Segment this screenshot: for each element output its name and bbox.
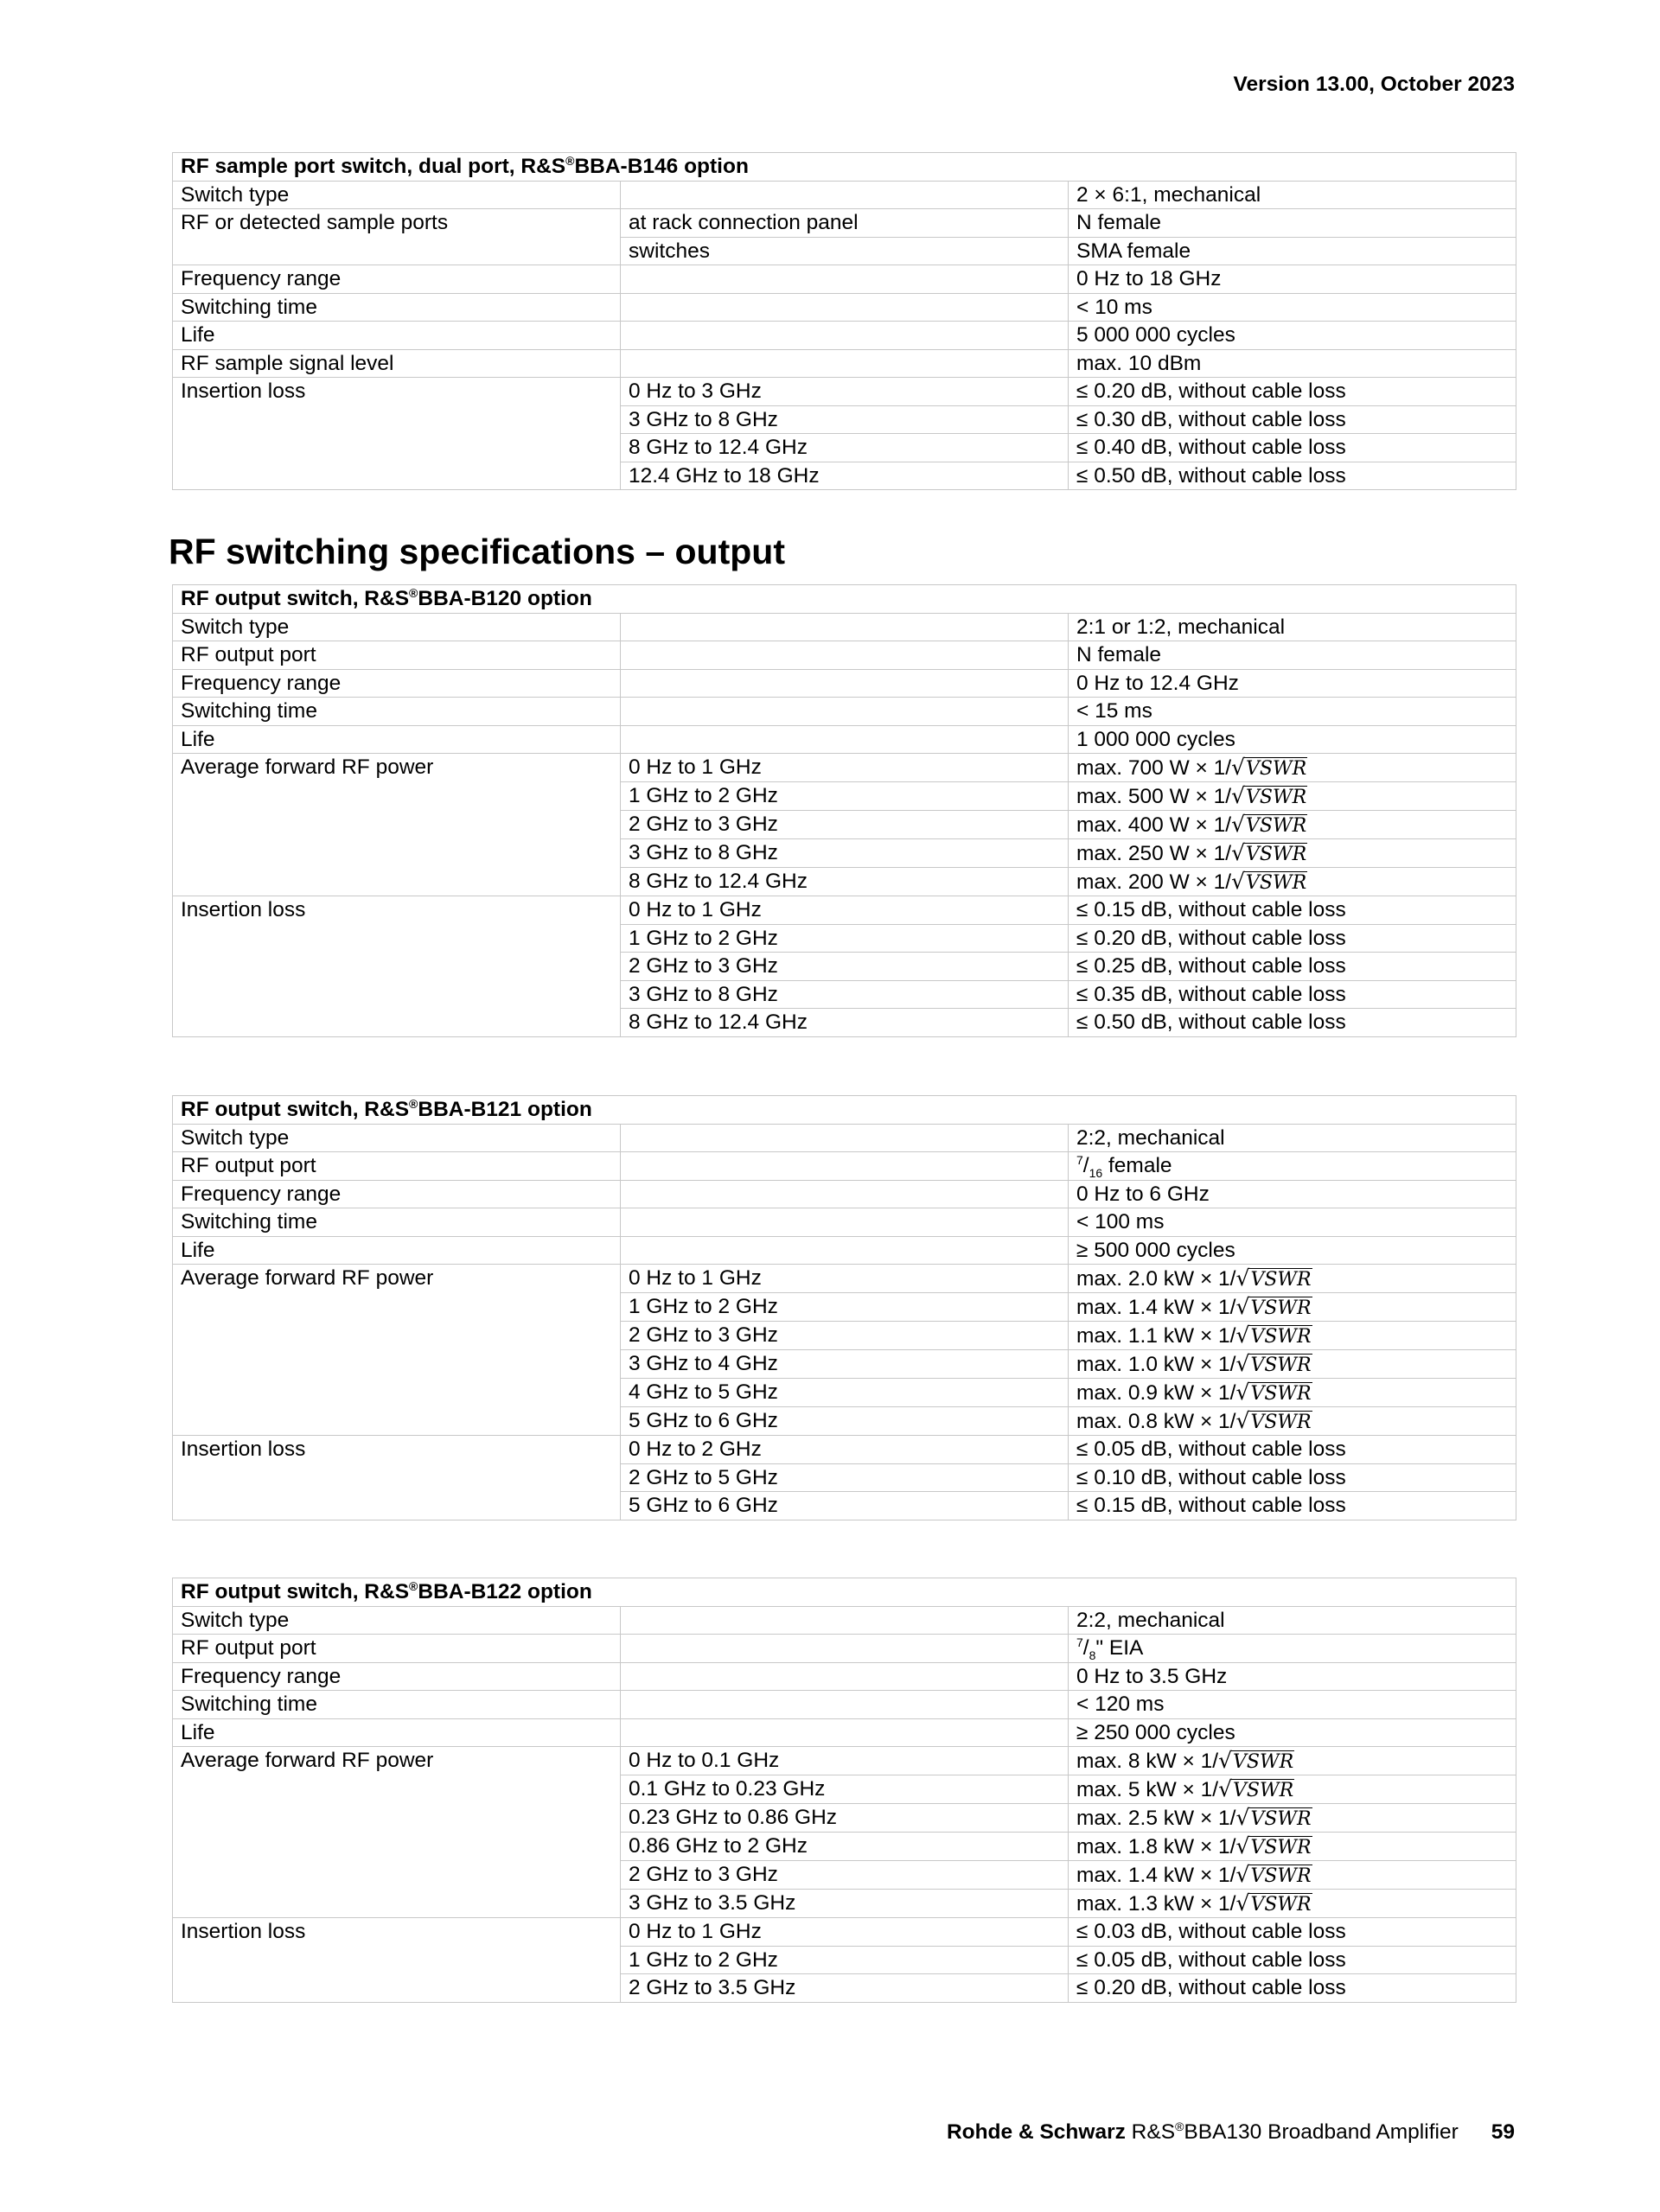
condition-cell: 1 GHz to 2 GHz <box>621 924 1069 953</box>
param-label: Switching time <box>173 698 621 726</box>
value-cell: 0 Hz to 3.5 GHz <box>1069 1662 1516 1691</box>
value-cell: max. 1.1 kW × 1/√VSWR <box>1069 1322 1516 1350</box>
value-cell: ≤ 0.35 dB, without cable loss <box>1069 980 1516 1009</box>
table-row <box>173 754 1516 782</box>
sqrt-vswr: √VSWR <box>1231 869 1307 894</box>
condition-cell: 12.4 GHz to 18 GHz <box>621 462 1069 490</box>
condition-cell: at rack connection panel <box>621 209 1069 238</box>
value-cell: ≤ 0.20 dB, without cable loss <box>1069 924 1516 953</box>
condition-cell <box>621 1180 1069 1208</box>
condition-cell: 8 GHz to 12.4 GHz <box>621 1009 1069 1037</box>
value-cell: < 10 ms <box>1069 293 1516 322</box>
param-label: Life <box>173 725 621 754</box>
condition-cell <box>621 641 1069 670</box>
param-label <box>173 237 621 265</box>
sqrt-vswr: √VSWR <box>1231 812 1307 837</box>
param-label: Average forward RF power <box>173 1747 621 1918</box>
table-title: RF output switch, R&S®BBA-B122 option <box>173 1578 1516 1607</box>
table-row <box>173 1747 1516 1775</box>
condition-cell <box>621 181 1069 209</box>
param-label: Insertion loss <box>173 1918 621 2003</box>
table-row <box>173 613 1516 641</box>
condition-cell: 0 Hz to 1 GHz <box>621 754 1069 782</box>
condition-cell: 0.1 GHz to 0.23 GHz <box>621 1775 1069 1804</box>
condition-cell: 0.23 GHz to 0.86 GHz <box>621 1804 1069 1833</box>
condition-cell: 0 Hz to 3 GHz <box>621 378 1069 406</box>
param-label: RF output port <box>173 641 621 670</box>
table-row <box>173 1691 1516 1719</box>
condition-cell <box>621 293 1069 322</box>
value-cell: $^7/_{16}$ female <box>1069 1152 1516 1181</box>
sqrt-vswr: √VSWR <box>1218 1776 1294 1801</box>
sqrt-vswr: √VSWR <box>1231 840 1307 865</box>
param-label: Switch type <box>173 1606 621 1635</box>
param-label: Switch type <box>173 181 621 209</box>
value-cell: 0 Hz to 12.4 GHz <box>1069 669 1516 698</box>
table-row <box>173 265 1516 294</box>
table-title-row <box>173 1578 1516 1607</box>
condition-cell <box>621 1152 1069 1181</box>
value-cell: max. 1.4 kW × 1/√VSWR <box>1069 1861 1516 1890</box>
param-label: RF sample signal level <box>173 349 621 378</box>
table-title: RF sample port switch, dual port, R&S®BBA-B146 option <box>173 153 1516 182</box>
table-row <box>173 1124 1516 1152</box>
param-label: Frequency range <box>173 1662 621 1691</box>
condition-cell: 5 GHz to 6 GHz <box>621 1407 1069 1436</box>
condition-cell: 2 GHz to 3 GHz <box>621 811 1069 839</box>
condition-cell <box>621 1718 1069 1747</box>
param-label: Switching time <box>173 293 621 322</box>
table-title: RF output switch, R&S®BBA-B121 option <box>173 1096 1516 1125</box>
condition-cell: 2 GHz to 3 GHz <box>621 953 1069 981</box>
value-cell: ≤ 0.30 dB, without cable loss <box>1069 405 1516 434</box>
value-cell: max. 1.3 kW × 1/√VSWR <box>1069 1890 1516 1918</box>
value-cell: max. 700 W × 1/√VSWR <box>1069 754 1516 782</box>
condition-cell <box>621 1124 1069 1152</box>
condition-cell: 3 GHz to 8 GHz <box>621 839 1069 868</box>
section-heading: RF switching specifications – output <box>169 532 785 571</box>
value-cell: max. 0.8 kW × 1/√VSWR <box>1069 1407 1516 1436</box>
condition-cell: 1 GHz to 2 GHz <box>621 782 1069 811</box>
value-cell: max. 2.5 kW × 1/√VSWR <box>1069 1804 1516 1833</box>
condition-cell: 4 GHz to 5 GHz <box>621 1379 1069 1407</box>
value-cell: max. 1.0 kW × 1/√VSWR <box>1069 1350 1516 1379</box>
condition-cell: 0 Hz to 0.1 GHz <box>621 1747 1069 1775</box>
value-cell: max. 5 kW × 1/√VSWR <box>1069 1775 1516 1804</box>
value-cell: max. 200 W × 1/√VSWR <box>1069 868 1516 896</box>
condition-cell: 0.86 GHz to 2 GHz <box>621 1833 1069 1861</box>
table-row <box>173 349 1516 378</box>
table-row <box>173 669 1516 698</box>
sqrt-vswr: √VSWR <box>1235 1265 1312 1291</box>
param-label: Insertion loss <box>173 1436 621 1520</box>
value-cell: $^7/_8$" EIA <box>1069 1635 1516 1663</box>
value-cell: 2 × 6:1, mechanical <box>1069 181 1516 209</box>
value-cell: N female <box>1069 209 1516 238</box>
table-row <box>173 322 1516 350</box>
param-label: Life <box>173 322 621 350</box>
table-row <box>173 1152 1516 1181</box>
footer-brand: Rohde & Schwarz <box>946 2120 1126 2144</box>
condition-cell <box>621 725 1069 754</box>
sqrt-vswr: √VSWR <box>1235 1323 1312 1348</box>
table-title-row <box>173 1096 1516 1125</box>
condition-cell <box>621 1691 1069 1719</box>
value-cell: max. 8 kW × 1/√VSWR <box>1069 1747 1516 1775</box>
value-cell: ≥ 500 000 cycles <box>1069 1236 1516 1265</box>
condition-cell <box>621 349 1069 378</box>
value-cell: ≤ 0.05 dB, without cable loss <box>1069 1436 1516 1464</box>
table-row <box>173 378 1516 406</box>
value-cell: 5 000 000 cycles <box>1069 322 1516 350</box>
condition-cell: 2 GHz to 3.5 GHz <box>621 1974 1069 2003</box>
condition-cell <box>621 1208 1069 1237</box>
sqrt-vswr: √VSWR <box>1235 1833 1312 1858</box>
table-title-row <box>173 153 1516 182</box>
condition-cell: 3 GHz to 8 GHz <box>621 405 1069 434</box>
sqrt-vswr: √VSWR <box>1235 1408 1312 1433</box>
param-label: Life <box>173 1236 621 1265</box>
condition-cell: 0 Hz to 1 GHz <box>621 896 1069 925</box>
table-row <box>173 1718 1516 1747</box>
value-cell: max. 400 W × 1/√VSWR <box>1069 811 1516 839</box>
table-row <box>173 237 1516 265</box>
condition-cell: 5 GHz to 6 GHz <box>621 1492 1069 1520</box>
param-label: Life <box>173 1718 621 1747</box>
value-cell: 2:2, mechanical <box>1069 1124 1516 1152</box>
b122-spec-table <box>172 1578 1516 2003</box>
table-row <box>173 1606 1516 1635</box>
document-version: Version 13.00, October 2023 <box>1233 73 1515 96</box>
condition-cell <box>621 669 1069 698</box>
page-number: 59 <box>1491 2120 1515 2144</box>
condition-cell: 3 GHz to 4 GHz <box>621 1350 1069 1379</box>
param-label: Insertion loss <box>173 896 621 1037</box>
value-cell: 0 Hz to 18 GHz <box>1069 265 1516 294</box>
value-cell: < 15 ms <box>1069 698 1516 726</box>
value-cell: ≤ 0.03 dB, without cable loss <box>1069 1918 1516 1947</box>
table-row <box>173 293 1516 322</box>
value-cell: ≤ 0.20 dB, without cable loss <box>1069 378 1516 406</box>
b146-spec-table <box>172 152 1516 490</box>
value-cell: 0 Hz to 6 GHz <box>1069 1180 1516 1208</box>
table-row <box>173 1208 1516 1237</box>
sqrt-vswr: √VSWR <box>1231 755 1307 780</box>
value-cell: ≤ 0.10 dB, without cable loss <box>1069 1463 1516 1492</box>
param-label: Insertion loss <box>173 378 621 490</box>
param-label: Switching time <box>173 1208 621 1237</box>
sqrt-vswr: √VSWR <box>1231 783 1307 808</box>
value-cell: ≤ 0.25 dB, without cable loss <box>1069 953 1516 981</box>
condition-cell <box>621 1662 1069 1691</box>
sqrt-vswr: √VSWR <box>1218 1748 1294 1773</box>
param-label: RF output port <box>173 1635 621 1663</box>
table-row <box>173 1662 1516 1691</box>
table-row <box>173 1180 1516 1208</box>
table-row <box>173 896 1516 925</box>
condition-cell: 3 GHz to 3.5 GHz <box>621 1890 1069 1918</box>
table-row <box>173 181 1516 209</box>
value-cell: max. 1.4 kW × 1/√VSWR <box>1069 1293 1516 1322</box>
value-cell: max. 10 dBm <box>1069 349 1516 378</box>
sqrt-vswr: √VSWR <box>1235 1351 1312 1376</box>
sqrt-vswr: √VSWR <box>1235 1380 1312 1405</box>
value-cell: ≤ 0.05 dB, without cable loss <box>1069 1946 1516 1974</box>
table-title-row <box>173 585 1516 614</box>
value-cell: 1 000 000 cycles <box>1069 725 1516 754</box>
value-cell: ≤ 0.15 dB, without cable loss <box>1069 1492 1516 1520</box>
table-title: RF output switch, R&S®BBA-B120 option <box>173 585 1516 614</box>
value-cell: 2:1 or 1:2, mechanical <box>1069 613 1516 641</box>
sqrt-vswr: √VSWR <box>1235 1294 1312 1319</box>
condition-cell <box>621 322 1069 350</box>
footer-product: R&S®BBA130 Broadband Amplifier <box>1125 2119 1459 2144</box>
table-row <box>173 1265 1516 1293</box>
value-cell: 2:2, mechanical <box>1069 1606 1516 1635</box>
table-row <box>173 698 1516 726</box>
param-label: Average forward RF power <box>173 754 621 896</box>
value-cell: ≤ 0.50 dB, without cable loss <box>1069 1009 1516 1037</box>
value-cell: < 100 ms <box>1069 1208 1516 1237</box>
table-row <box>173 641 1516 670</box>
value-cell: ≤ 0.50 dB, without cable loss <box>1069 462 1516 490</box>
value-cell: ≥ 250 000 cycles <box>1069 1718 1516 1747</box>
value-cell: max. 0.9 kW × 1/√VSWR <box>1069 1379 1516 1407</box>
condition-cell: 1 GHz to 2 GHz <box>621 1946 1069 1974</box>
value-cell: max. 1.8 kW × 1/√VSWR <box>1069 1833 1516 1861</box>
value-cell: < 120 ms <box>1069 1691 1516 1719</box>
param-label: Switch type <box>173 613 621 641</box>
param-label: Frequency range <box>173 669 621 698</box>
condition-cell: 0 Hz to 1 GHz <box>621 1918 1069 1947</box>
table-row <box>173 725 1516 754</box>
value-cell: ≤ 0.15 dB, without cable loss <box>1069 896 1516 925</box>
param-label: Frequency range <box>173 265 621 294</box>
param-label: Switch type <box>173 1124 621 1152</box>
condition-cell <box>621 1236 1069 1265</box>
condition-cell: 3 GHz to 8 GHz <box>621 980 1069 1009</box>
condition-cell: 2 GHz to 3 GHz <box>621 1861 1069 1890</box>
page-footer <box>947 2120 1515 2145</box>
param-label: RF or detected sample ports <box>173 209 621 238</box>
table-row <box>173 1635 1516 1663</box>
condition-cell: 2 GHz to 3 GHz <box>621 1322 1069 1350</box>
b121-spec-table <box>172 1095 1516 1520</box>
condition-cell: switches <box>621 237 1069 265</box>
condition-cell <box>621 698 1069 726</box>
value-cell: max. 2.0 kW × 1/√VSWR <box>1069 1265 1516 1293</box>
value-cell: N female <box>1069 641 1516 670</box>
condition-cell: 8 GHz to 12.4 GHz <box>621 434 1069 462</box>
table-row <box>173 209 1516 238</box>
param-label: Frequency range <box>173 1180 621 1208</box>
value-cell: ≤ 0.20 dB, without cable loss <box>1069 1974 1516 2003</box>
condition-cell: 0 Hz to 1 GHz <box>621 1265 1069 1293</box>
value-cell: SMA female <box>1069 237 1516 265</box>
param-label: Average forward RF power <box>173 1265 621 1436</box>
condition-cell <box>621 1635 1069 1663</box>
value-cell: max. 500 W × 1/√VSWR <box>1069 782 1516 811</box>
sqrt-vswr: √VSWR <box>1235 1862 1312 1887</box>
condition-cell <box>621 1606 1069 1635</box>
condition-cell: 1 GHz to 2 GHz <box>621 1293 1069 1322</box>
b120-spec-table <box>172 584 1516 1037</box>
table-row <box>173 1918 1516 1947</box>
param-label: RF output port <box>173 1152 621 1181</box>
param-label: Switching time <box>173 1691 621 1719</box>
condition-cell: 8 GHz to 12.4 GHz <box>621 868 1069 896</box>
condition-cell: 2 GHz to 5 GHz <box>621 1463 1069 1492</box>
sqrt-vswr: √VSWR <box>1235 1890 1312 1916</box>
table-row <box>173 1436 1516 1464</box>
sqrt-vswr: √VSWR <box>1235 1805 1312 1830</box>
table-row <box>173 1236 1516 1265</box>
condition-cell <box>621 613 1069 641</box>
value-cell: max. 250 W × 1/√VSWR <box>1069 839 1516 868</box>
value-cell: ≤ 0.40 dB, without cable loss <box>1069 434 1516 462</box>
condition-cell: 0 Hz to 2 GHz <box>621 1436 1069 1464</box>
condition-cell <box>621 265 1069 294</box>
